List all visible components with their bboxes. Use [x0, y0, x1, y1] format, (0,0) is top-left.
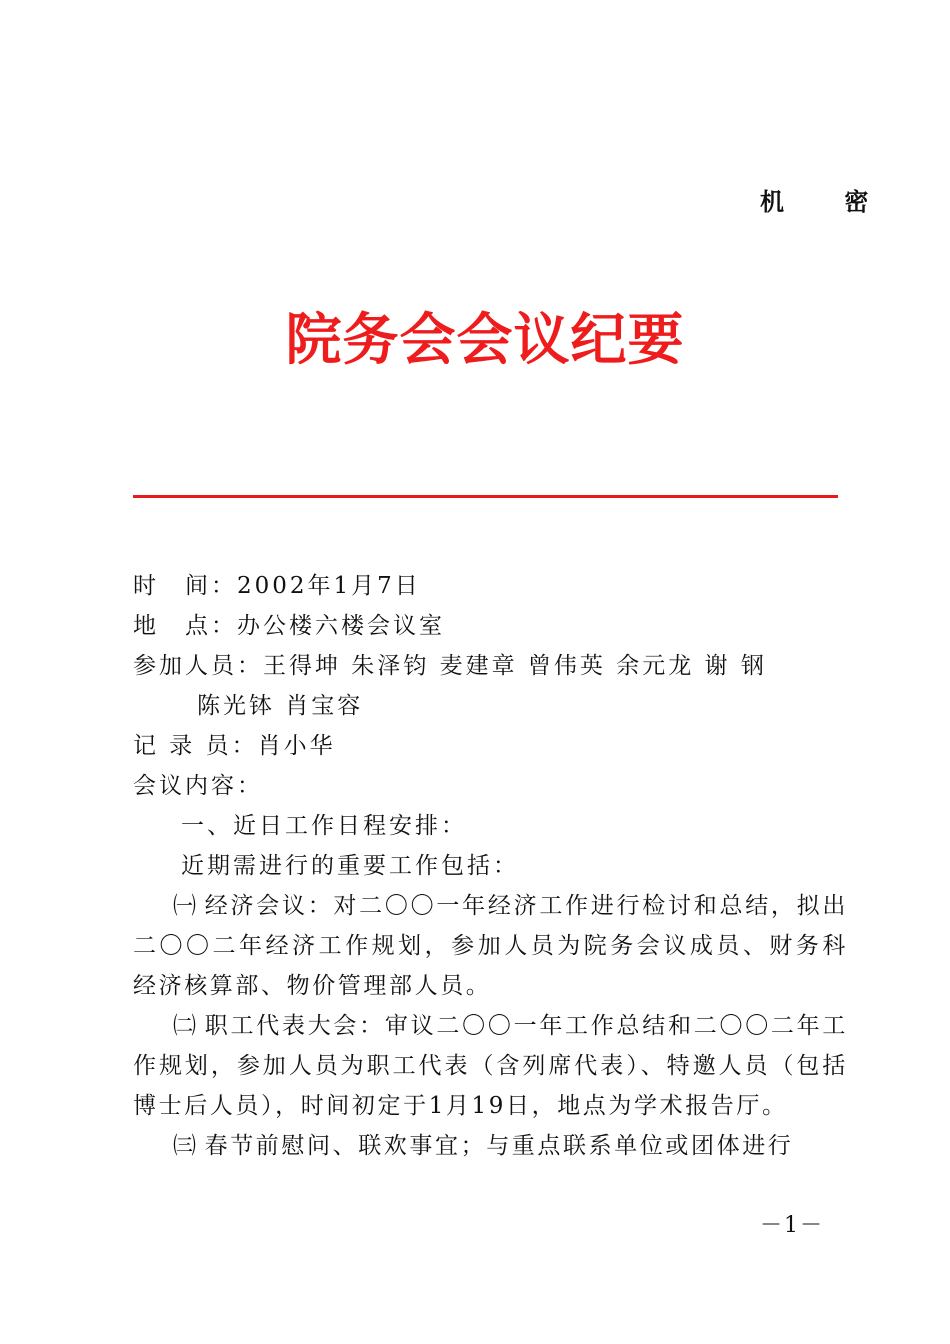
document-title: 院务会会议纪要	[285, 308, 685, 373]
recorder-label: 记 录 员：	[133, 733, 258, 759]
item-marker: ㈠	[173, 893, 199, 919]
agenda-item	[133, 886, 848, 1006]
item-marker: ㈡	[173, 1013, 199, 1039]
red-divider-line	[133, 495, 838, 498]
place-value: 办公楼六楼会议室	[237, 613, 445, 639]
meta-attendees	[133, 646, 848, 686]
item-marker: ㈢	[173, 1133, 199, 1159]
document-body	[133, 566, 848, 1166]
item-text: 职工代表大会：审议二〇〇一年工作总结和二〇〇二年工作规划，参加人员为职工代表（含列席代表）、特邀人员（包括博士后人员），时间初定于1月19日，地点为学术报告厅。	[133, 1013, 849, 1119]
agenda-item	[133, 1126, 848, 1166]
recorder-value: 肖小华	[257, 733, 336, 759]
attendees-list-continued: 陈光钵 肖宝容	[197, 693, 364, 719]
page-number: －1－	[760, 1213, 824, 1238]
meta-place	[133, 606, 848, 646]
place-label: 地 点：	[133, 613, 237, 639]
meta-attendees-continued	[133, 686, 848, 726]
attendees-list: 王得坤 朱泽钧 麦建章 曾伟英 余元龙 谢 钢	[263, 653, 767, 679]
time-label: 时 间：	[133, 573, 237, 599]
classification-mark: 机 密	[760, 188, 895, 216]
meta-time	[133, 566, 848, 606]
time-value: 2002年1月7日	[237, 573, 421, 599]
item-text: 春节前慰问、联欢事宜；与重点联系单位或团体进行	[204, 1133, 794, 1159]
meta-recorder	[133, 726, 848, 766]
content-label: 会议内容：	[133, 773, 263, 799]
agenda-item	[133, 1006, 848, 1126]
section-intro: 近期需进行的重要工作包括：	[181, 853, 519, 879]
section-heading: 一、近日工作日程安排：	[181, 813, 467, 839]
item-text: 经济会议：对二〇〇一年经济工作进行检讨和总结，拟出二〇〇二年经济工作规划，参加人员为院务会议成员、财务科经济核算部、物价管理部人员。	[133, 893, 849, 999]
attendees-label: 参加人员：	[133, 653, 263, 679]
